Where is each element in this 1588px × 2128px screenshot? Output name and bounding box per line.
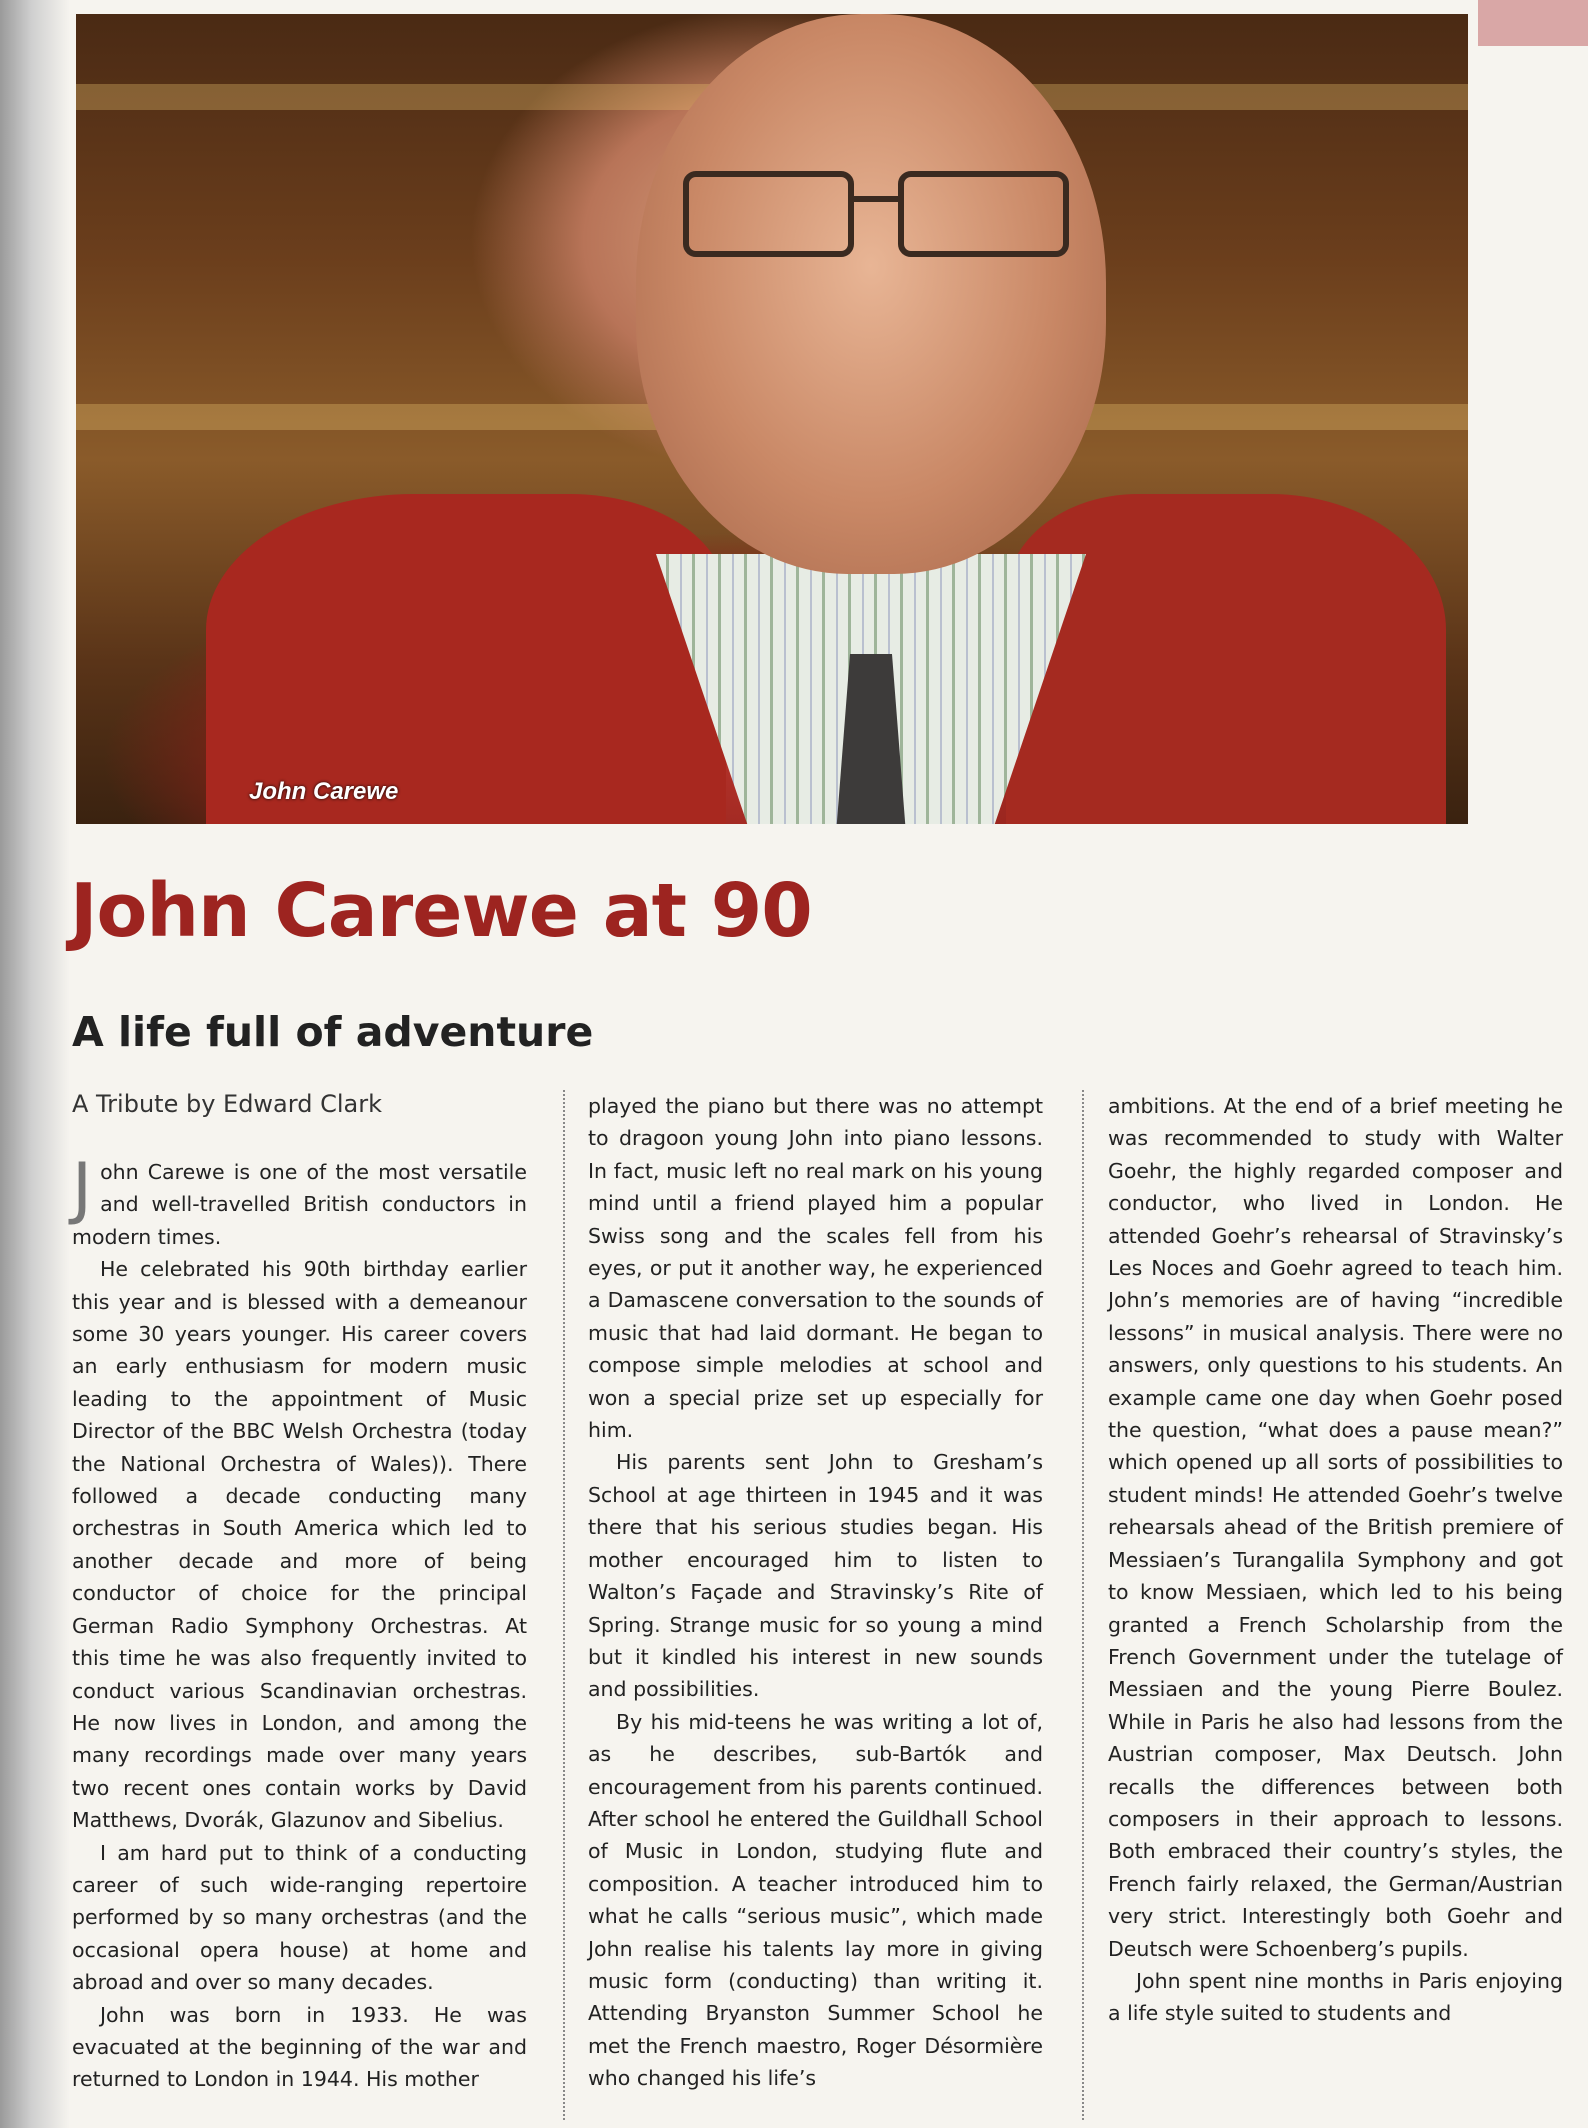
paragraph: His parents sent John to Gresham’s School at age thirteen in 1945 and it was there that his serious studies began. His mother encouraged him to listen to Walton’s Façade and Stravinsky’s Rite of Spring. Strange music for so young a mind but it kindled his interest in new sounds and possibilities. (588, 1450, 1043, 1702)
article-byline: A Tribute by Edward Clark (72, 1090, 382, 1118)
article-column-1 (72, 1149, 527, 2096)
column-divider (563, 1090, 565, 2120)
article-column-3 (1108, 1090, 1563, 2030)
photo-caption: John Carewe (249, 778, 399, 805)
article-title: John Carewe at 90 (70, 868, 812, 954)
paragraph: John spent nine months in Paris enjoying a life style suited to students and (1108, 1968, 1563, 2026)
paragraph: ambitions. At the end of a brief meeting he was recommended to study with Walter Goehr, the highly regarded composer and conductor, who lived in London. He attended Goehr’s rehearsal of Stravinsky’s Les Noces and Goehr agreed to teach him. John’s memories are of having “incredible lessons” in musical analysis. There were no answers, only questions to his students. An example came one day when Goehr posed the question, “what does a pause mean?” which opened up all sorts of possibilities to student minds! He attended Goehr’s twelve rehearsals ahead of the British premiere of Messiaen’s Turangalila Symphony and got to know Messiaen, which led to his being granted a French Scholarship from the French Government under the tutelage of Messiaen and the young Pierre Boulez. While in Paris he also had lessons from the Austrian composer, Max Deutsch. John recalls the differences between both composers in their approach to lessons. Both embraced their country’s styles, the French fairly relaxed, the German/Austrian very strict. Interestingly both Goehr and Deutsch were Schoenberg’s pupils. (1108, 1094, 1563, 1961)
portrait-photo (76, 14, 1468, 824)
paragraph: He celebrated his 90th birthday earlier this year and is blessed with a demeanour some 30 years younger. His career covers an early enthusiasm for modern music leading to the appointment of Music Director of the BBC Welsh Orchestra (today the National Orchestra of Wales)). There followed a decade conducting many orchestras in South America which led to another decade and more of being conductor of choice for the principal German Radio Symphony Orchestras. At this time he was also frequently invited to conduct various Scandinavian orchestras. He now lives in London, and among the many recordings made over many years two recent ones contain works by David Matthews, Dvorák, Glazunov and Sibelius. (72, 1257, 527, 1833)
article-subtitle: A life full of adventure (72, 1008, 594, 1056)
photo-vest-left (206, 494, 726, 824)
paragraph: By his mid-teens he was writing a lot of, as he describes, sub-Bartók and encouragement from his parents continued. After school he entered the Guildhall School of Music in London, studying flute and composition. A teacher introduced him to what he calls “serious music”, which made John realise his talents lay more in giving music form (conducting) than writing it. Attending Bryanston Summer School he met the French maestro, Roger Désormière who changed his life’s (588, 1709, 1043, 2091)
paragraph: played the piano but there was no attempt to dragoon young John into piano lessons. In fact, music left no real mark on his young mind until a friend played him a popular Swiss song and the scales fell from his eyes, or put it another way, he experienced a Damascene conversation to the sounds of music that had laid dormant. He began to compose simple melodies at school and won a special prize set up especially for him. (588, 1094, 1043, 1443)
drop-cap: J (72, 1149, 93, 1228)
page-binding-shadow (0, 0, 70, 2128)
column-divider (1082, 1090, 1084, 2120)
paragraph: I am hard put to think of a conducting career of such wide-ranging repertoire performed by so many orchestras (and the occasional opera house) at home and abroad and over so many decades. (72, 1840, 527, 1995)
article-column-2 (588, 1090, 1043, 2095)
photo-head (636, 14, 1106, 574)
corner-tab (1478, 0, 1588, 46)
paragraph: John was born in 1933. He was evacuated at the beginning of the war and returned to London in 1944. His mother (72, 2002, 527, 2092)
photo-glasses (676, 164, 1076, 264)
photo-vest-right (1006, 494, 1446, 824)
paragraph: John Carewe is one of the most versatile and well-travelled British conductors in modern times. (72, 1149, 527, 1249)
